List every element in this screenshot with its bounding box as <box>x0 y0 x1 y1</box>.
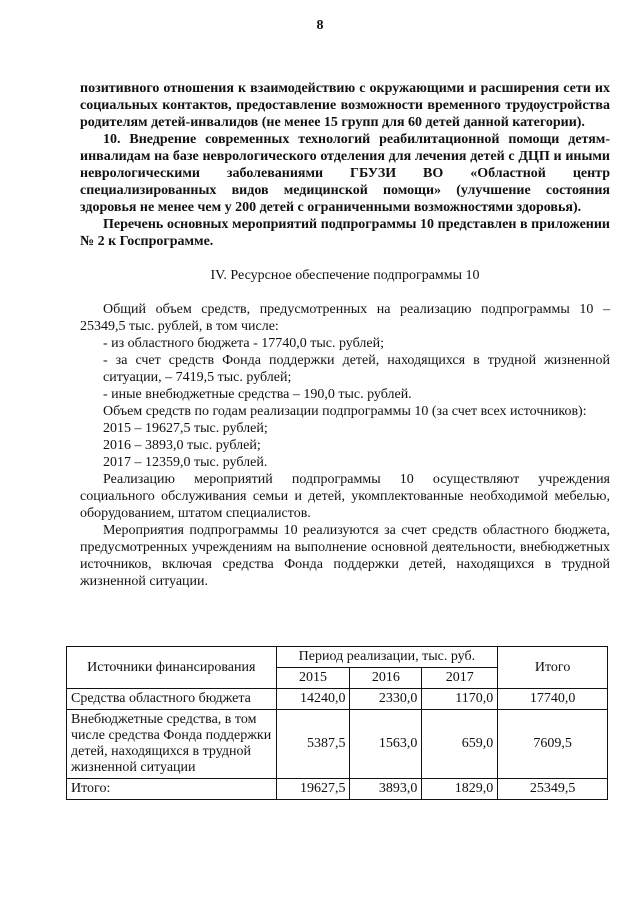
list-item-1: - из областного бюджета - 17740,0 тыс. рублей; <box>103 336 384 351</box>
year-item-2015: 2015 – 19627,5 тыс. рублей; <box>103 421 268 436</box>
financing-table <box>66 646 608 800</box>
document-body <box>80 80 610 590</box>
table-header-row <box>67 647 608 668</box>
cell-total: 17740,0 <box>498 689 608 710</box>
section-heading: IV. Ресурсное обеспечение подпрограммы 10 <box>210 268 480 283</box>
cell-value: 14240,0 <box>276 689 350 710</box>
paragraph-2: 10. Внедрение современных технологий реабилитационной помощи детям-инвалидам на базе неврологического отделения для лечения детей с ДЦП и иными неврологическими заболеваниями ГБУЗИ ВО «Областной центр специализированных видов медицинской помощи» (улучшение состояния здоровья не менее чем у 200 детей с ограниченными возможностями здоровья). <box>80 132 610 215</box>
year-item-2016: 2016 – 3893,0 тыс. рублей; <box>103 438 261 453</box>
paragraph-4: Общий объем средств, предусмотренных на реализацию подпрограммы 10 – 25349,5 тыс. рублей, в том числе: <box>80 302 610 334</box>
header-year-2016: 2016 <box>350 668 422 689</box>
header-year-2017: 2017 <box>422 668 498 689</box>
row-label: Внебюджетные средства, в том числе средства Фонда поддержки детей, находящихся в трудной жизненной ситуации <box>67 710 277 779</box>
header-year-2015: 2015 <box>276 668 350 689</box>
table-row <box>67 689 608 710</box>
header-total: Итого <box>498 647 608 689</box>
paragraph-7: Мероприятия подпрограммы 10 реализуются за счет средств областного бюджета, предусмотренных учреждениям на выполнение основной деятельности, внебюджетных источников, включая средства Фонда поддержки детей, находящихся в трудной жизненной ситуации. <box>80 523 610 589</box>
cell-value: 19627,5 <box>276 779 350 800</box>
list-item-2: - за счет средств Фонда поддержки детей, находящихся в трудной жизненной ситуации, – 7419,5 тыс. рублей; <box>103 353 610 385</box>
cell-value: 1170,0 <box>422 689 498 710</box>
cell-value: 2330,0 <box>350 689 422 710</box>
paragraph-1: позитивного отношения к взаимодействию с окружающими и расширения сети их социальных контактов, предоставление возможности временного трудоустройства родителям детей-инвалидов (не менее 15 групп для 60 детей данной категории). <box>80 81 610 130</box>
cell-total: 25349,5 <box>498 779 608 800</box>
cell-value: 1563,0 <box>350 710 422 779</box>
table-row <box>67 779 608 800</box>
page-number: 8 <box>316 18 324 33</box>
cell-total: 7609,5 <box>498 710 608 779</box>
paragraph-3: Перечень основных мероприятий подпрограммы 10 представлен в приложении № 2 к Госпрограмме. <box>80 217 610 249</box>
list-item-3: - иные внебюджетные средства – 190,0 тыс. рублей. <box>103 387 412 402</box>
row-label: Средства областного бюджета <box>67 689 277 710</box>
cell-value: 659,0 <box>422 710 498 779</box>
row-label: Итого: <box>67 779 277 800</box>
header-source: Источники финансирования <box>67 647 277 689</box>
cell-value: 3893,0 <box>350 779 422 800</box>
paragraph-5: Объем средств по годам реализации подпрограммы 10 (за счет всех источников): <box>103 404 587 419</box>
cell-value: 1829,0 <box>422 779 498 800</box>
cell-value: 5387,5 <box>276 710 350 779</box>
table-row <box>67 710 608 779</box>
year-item-2017: 2017 – 12359,0 тыс. рублей. <box>103 455 268 470</box>
header-period: Период реализации, тыс. руб. <box>276 647 498 668</box>
paragraph-6: Реализацию мероприятий подпрограммы 10 осуществляют учреждения социального обслуживания семьи и детей, укомплектованные необходимой мебелью, оборудованием, штатом специалистов. <box>80 472 610 521</box>
